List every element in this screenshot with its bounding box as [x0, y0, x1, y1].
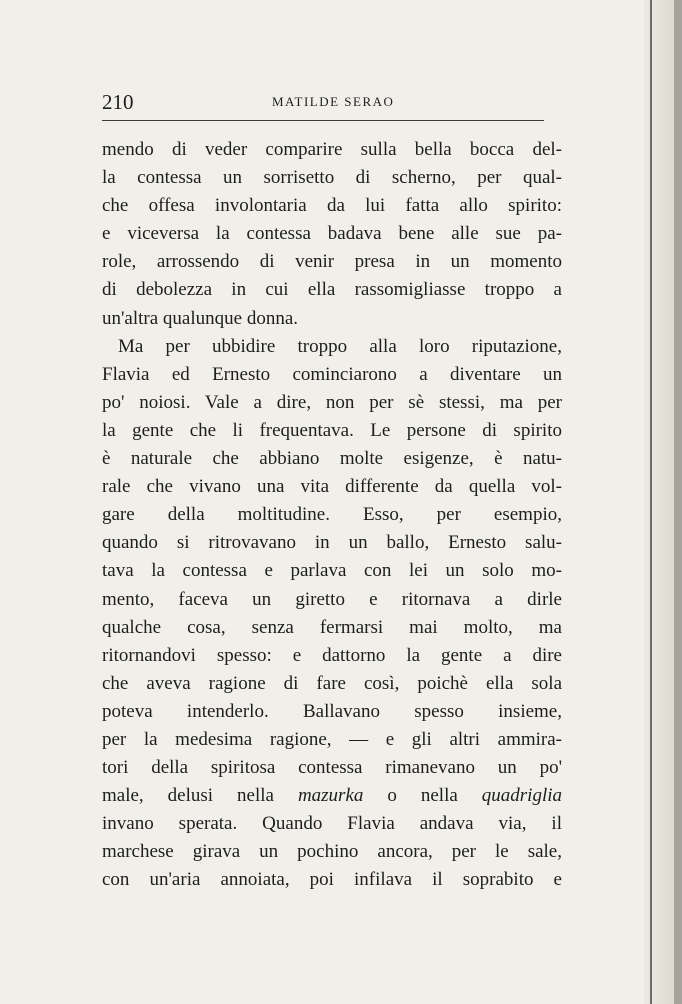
- text-line: tava la contessa e parlava con lei un solo mo-: [102, 560, 562, 582]
- text-line: mendo di veder comparire sulla bella bocca del-: [102, 139, 562, 160]
- text-line: qualche cosa, senza fermarsi mai molto, ma: [102, 616, 562, 638]
- text-line: di debolezza in cui ella rassomigliasse troppo a: [102, 279, 562, 301]
- text-line: che aveva ragione di fare così, poichè ella sola: [102, 672, 562, 694]
- text-line: quando si ritrovavano in un ballo, Ernesto salu-: [102, 532, 562, 554]
- text-line: rale che vivano una vita differente da quella vol-: [102, 476, 562, 498]
- text-line: con un'aria annoiata, poi infilava il soprabito e: [102, 869, 562, 891]
- body-text: [102, 136, 562, 895]
- text-line: poteva intenderlo. Ballavano spesso insieme,: [102, 700, 562, 722]
- page-header: [102, 88, 544, 121]
- text-line: la gente che li frequentava. Le persone di spirito: [102, 419, 562, 441]
- page-number: 210: [102, 90, 134, 114]
- text-line: e viceversa la contessa badava bene alle sue pa-: [102, 223, 562, 245]
- text-line: ritornandovi spesso: e dattorno la gente a dire: [102, 644, 562, 666]
- text-line: per la medesima ragione, — e gli altri ammira-: [102, 728, 562, 750]
- text-line: un'altra qualunque donna.: [102, 307, 299, 329]
- text-line: la contessa un sorrisetto di scherno, per qual-: [102, 167, 562, 189]
- gutter-shadow: [674, 0, 682, 1004]
- text-line: Ma per ubbidire troppo alla loro riputazione,: [118, 335, 562, 357]
- text-segment: o nella: [363, 785, 482, 807]
- text-segment: male, delusi nella: [102, 785, 298, 807]
- text-line: che offesa involontaria da lui fatta allo spirito:: [102, 195, 562, 217]
- text-line: gare della moltitudine. Esso, per esempio,: [102, 504, 562, 526]
- gutter-line: [650, 0, 652, 1004]
- text-line: Flavia ed Ernesto cominciarono a diventare un: [102, 363, 562, 385]
- italic-word-mazurka: mazurka: [297, 785, 364, 807]
- text-line: role, arrossendo di venir presa in un momento: [102, 251, 562, 273]
- italic-word-quadriglia: quadriglia: [481, 785, 562, 807]
- text-line: è naturale che abbiano molte esigenze, è natu-: [102, 448, 562, 470]
- text-line-with-italics: [102, 782, 562, 810]
- text-line: po' noiosi. Vale a dire, non per sè stessi, ma per: [102, 391, 562, 413]
- text-line: invano sperata. Quando Flavia andava via, il: [102, 813, 562, 835]
- running-head: MATILDE SERAO: [272, 94, 395, 109]
- text-line: tori della spiritosa contessa rimanevano un po': [102, 757, 562, 779]
- text-line: marchese girava un pochino ancora, per le sale,: [102, 841, 562, 863]
- text-line: mento, faceva un giretto e ritornava a dirle: [102, 588, 562, 610]
